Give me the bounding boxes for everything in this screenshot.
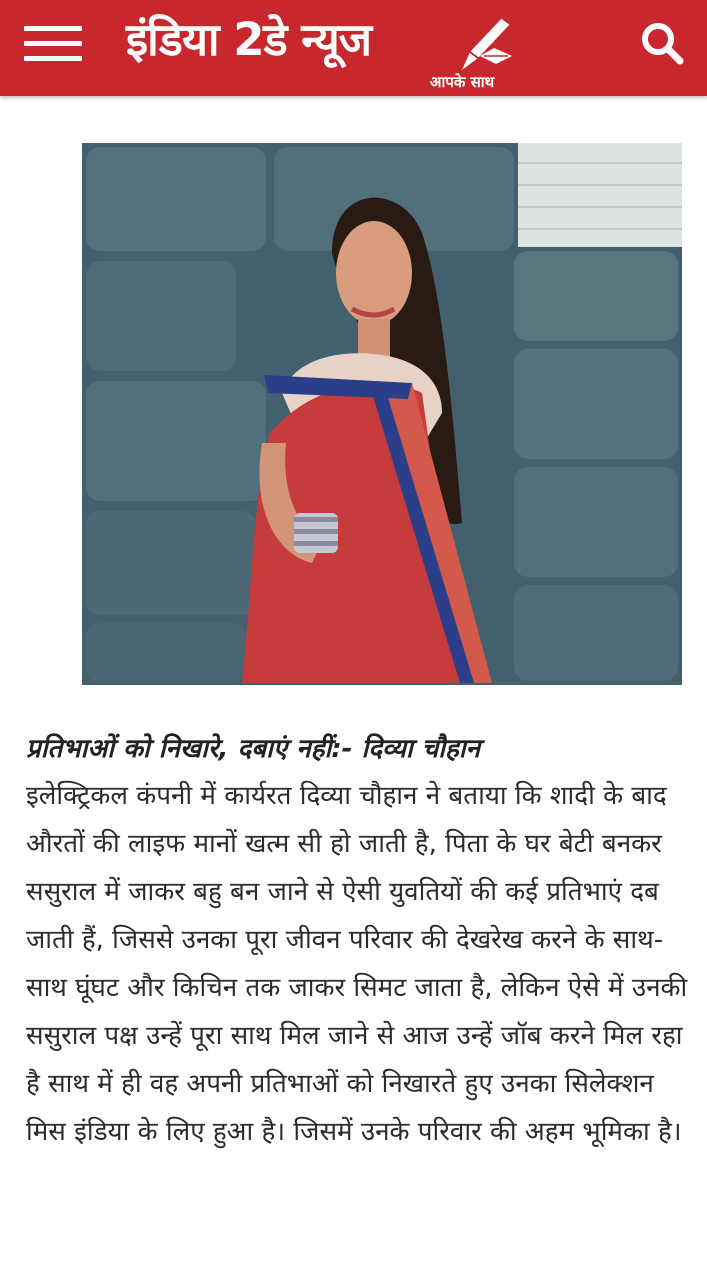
search-icon[interactable]: [636, 18, 690, 68]
site-logo[interactable]: [120, 8, 530, 94]
site-tagline: आपके साथ: [430, 73, 495, 91]
article-subheading: प्रतिभाओं को निखारे, दबाएं नहीं:- दिव्या चौहान: [26, 734, 481, 764]
article-content: [26, 727, 690, 1156]
site-header: [0, 0, 707, 96]
hamburger-menu-icon[interactable]: [18, 22, 86, 66]
article-body: इलेक्ट्रिकल कंपनी में कार्यरत दिव्या चौहान ने बताया कि शादी के बाद औरतों की लाइफ मानों खत्म सी हो जाती है, पिता के घर बेटी बनकर ससुराल में जाकर बहु बन जाने से ऐसी युवतियों की कई प्रतिभाएं दब जाती हैं, जिससे उनका पूरा जीवन परिवार की देखरेख करने के साथ-साथ घूंघट और किचिन तक जाकर सिमट जाता है, लेकिन ऐसे में उनकी ससुराल पक्ष उन्हें पूरा साथ मिल जाने से आज उन्हें जॉब करने मिल रहा है साथ में ही वह अपनी प्रतिभाओं को निखारते हुए उनका सिलेक्शन मिस इंडिया के लिए हुआ है। जिसमें उनके परिवार की अहम भूमिका है।: [26, 781, 688, 1147]
site-name: इंडिया 2डे न्यूज: [126, 13, 372, 66]
quill-pen-icon: [450, 12, 516, 74]
article-photo: [82, 143, 682, 685]
